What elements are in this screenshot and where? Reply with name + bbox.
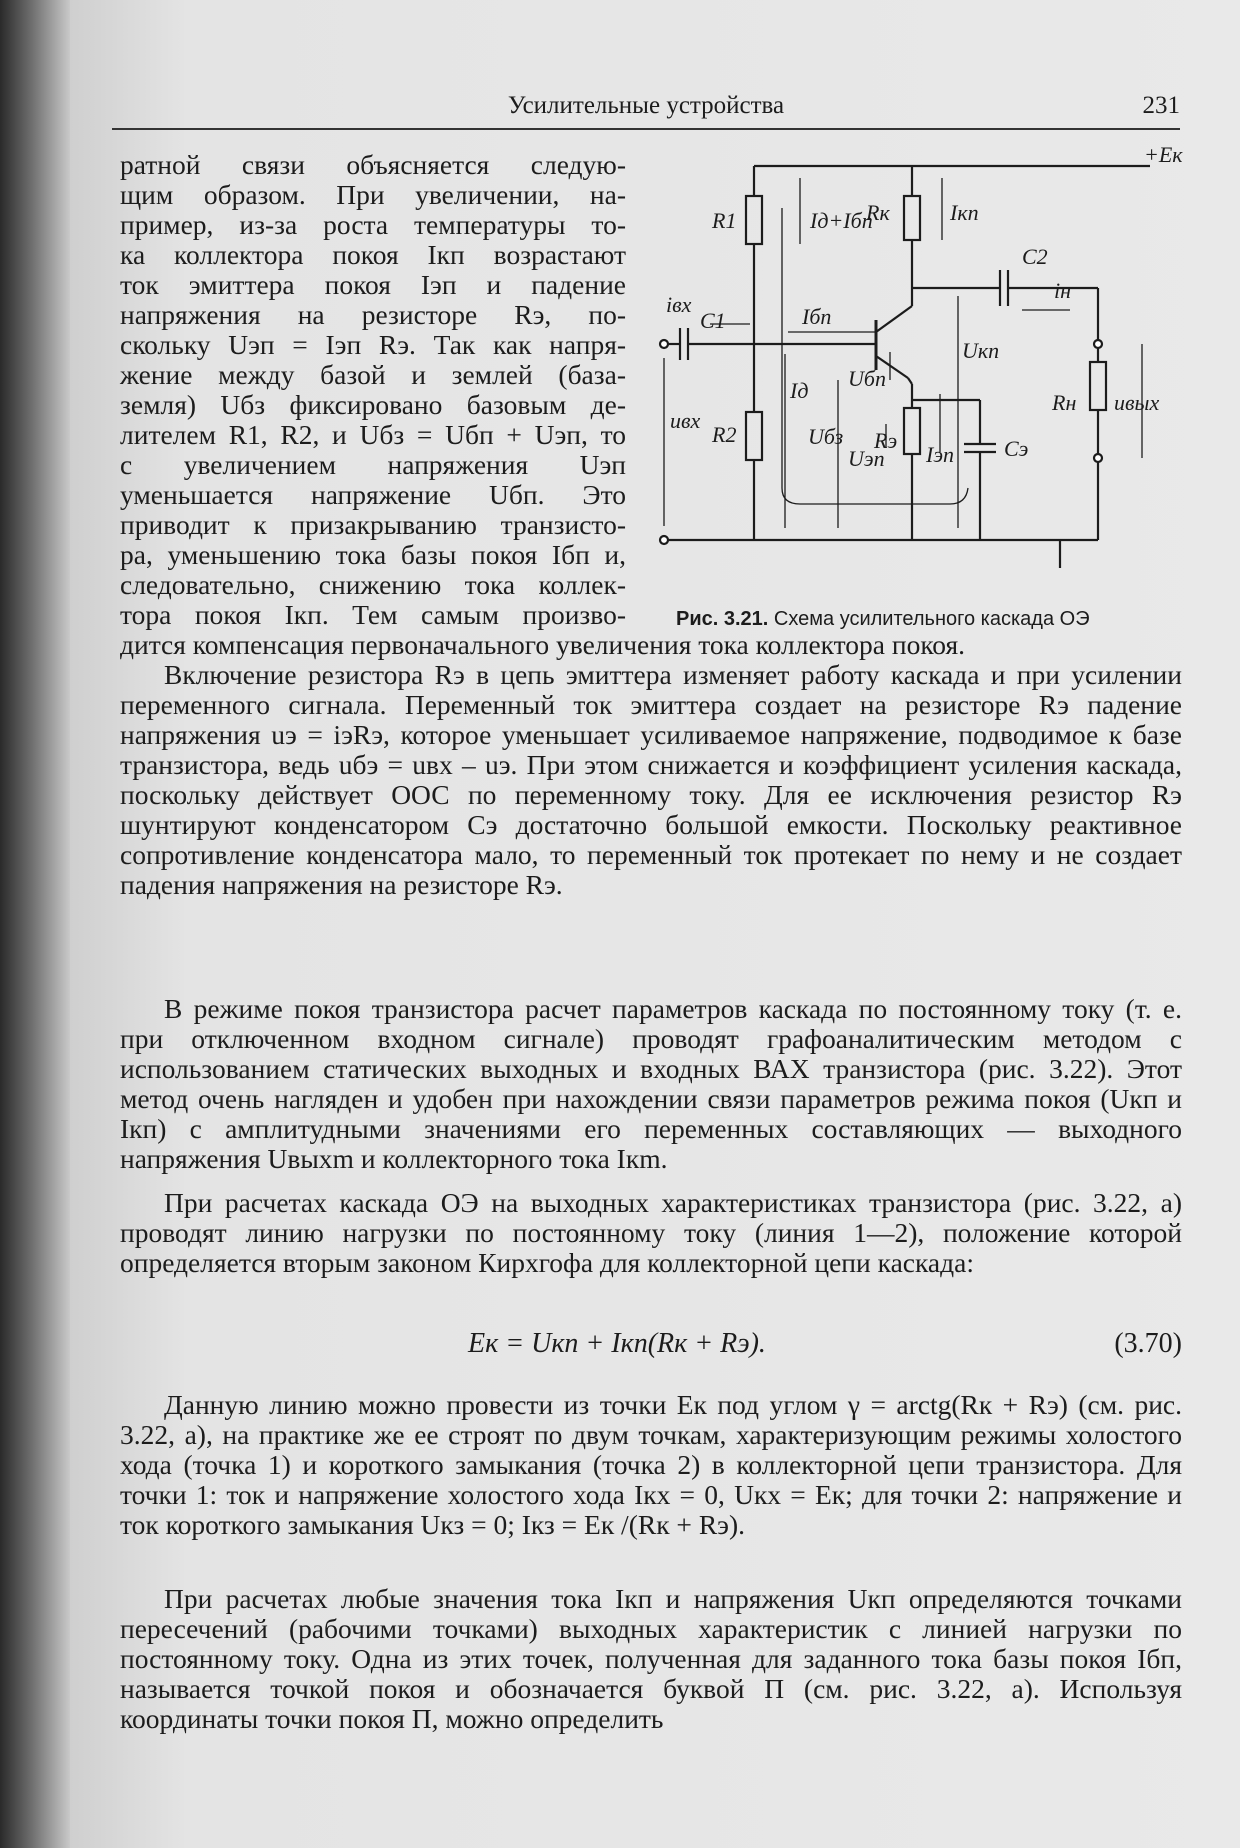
resistor-rn [1090,362,1106,410]
paragraph-2: Включение резистора Rэ в цепь эмиттера изменяет работу каскада и при усилении переменного сигнала. Переменный ток эмиттера создает на резисторе Rэ падение напряжения uэ = iэRэ, которое уменьшает усиливаемое напряжение, подводимое к базе транзистора, ведь uбэ = uвх – uэ. При этом снижается и коэффициент усиления каскада, поскольку действует ООС по переменному току. Для ее исключения резистор Rэ шунтируют конденсатором Cэ достаточно большой емкости. Поскольку реактивное сопротивление конденсатора мало, то переменный ток протекает по нему и не создает падения напряжения на резисторе Rэ. [120,659,1182,900]
text-line: лителем R1, R2, и Uбз = Uбп + Uэп, то [120,419,626,450]
paragraph-5: Данную линию можно провести из точки Eк под углом γ = arctg(Rк + Rэ) (см. рис. 3.22, а), на практике же ее строят по двум точкам, характеризующим режимы холостого хода (точка 1) и короткого замыкания (точка 2) в коллекторной цепи транзистора. Для точки 1: ток и напряжение холостого хода Iкх = 0, Uкх = Eк; для точки 2: напряжение и ток короткого замыкания Uкз = 0; Iкз = Eк /(Rк + Rэ). [120,1389,1182,1540]
label-in: iн [1054,278,1072,303]
label-ibp: Iбп [802,304,832,329]
text-line: напряжения на резисторе Rэ, по- [120,299,626,330]
label-uvx: uвх [670,408,701,433]
label-iep: Iэп [926,442,955,467]
text-line: тора покоя Iкп. Тем самым произво- [120,599,626,630]
text-line: приводит к призакрыванию транзисто- [120,509,626,540]
text-line: жение между базой и землей (база- [120,359,626,390]
paragraph-1-end: дится компенсация первоначального увеличения тока коллектора покоя. [120,629,966,660]
paragraph-4: При расчетах каскада ОЭ на выходных характеристиках транзистора (рис. 3.22, а) проводят линию нагрузки по постоянному току (линия 1—2), положение которой определяется вторым законом Кирхгофа для коллекторной цепи каскада: [120,1187,1182,1278]
caption-text: Схема усилительного каскада ОЭ [773,608,1090,630]
label-uvyx: uвых [1114,390,1160,415]
text-line: земля) Uбз фиксировано базовым де- [120,389,626,420]
label-ivx: iвх [666,292,692,317]
text-line: с увеличением напряжения Uэп [120,449,626,480]
label-ce: Cэ [1004,436,1029,461]
label-r1: R1 [712,208,737,233]
circuit-figure [650,142,1183,548]
narrow-text-column [120,150,626,630]
label-rn: Rн [1052,390,1077,415]
caption-number: Рис. 3.21. [676,608,769,630]
label-rk: Rк [866,200,890,225]
figure-caption [676,608,1176,631]
text-line: ка коллектора покоя Iкп возрастают [120,239,626,270]
text-line: щим образом. При увеличении, на- [120,179,626,210]
label-re: Rэ [874,428,898,453]
text-line: ра, уменьшению тока базы покоя Iбп и, [120,539,626,570]
paragraph-6: При расчетах любые значения тока Iкп и напряжения Uкп определяются точками пересечений (рабочими точками) выходных характеристик с линией нагрузки по постоянному току. Одна из этих точек, полученная для заданного тока базы покоя Iбп, называется точкой покоя и обозначается буквой П (см. рис. 3.22, а). Используя координаты точки покоя П, можно определить [120,1583,1182,1734]
text-line: пример, из-за роста температуры то- [120,209,626,240]
equation-number: (3.70) [1114,1328,1182,1359]
book-gutter-shadow [0,0,70,1848]
label-ukp: Uкп [962,338,1000,363]
ce-amplifier-schematic [650,142,1183,548]
page-number: 231 [1142,92,1180,119]
label-ikp: Iкп [950,200,979,225]
equation-text: Eк = Uкп + Iкп(Rк + Rэ). [468,1328,766,1359]
label-ub3: Uбз [808,424,844,449]
text-line: следовательно, снижению тока коллек- [120,569,626,600]
equation-3-70 [120,1328,1182,1362]
label-c2: C2 [1022,244,1048,269]
resistor-r2 [746,412,762,460]
resistor-rk [904,196,920,240]
label-supply: +Eк [1144,142,1183,167]
label-uep: Uэп [848,446,885,471]
page-header [112,90,1180,130]
label-id-ibp: Iд+Iбп [810,208,873,233]
resistor-r1 [746,196,762,244]
running-title: Усилительные устройства [507,92,785,119]
paragraph-3: В режиме покоя транзистора расчет параметров каскада по постоянному току (т. е. при отключенном входном сигнале) проводят графоаналитическим методом с использованием статических выходных и входных ВАХ транзистора (рис. 3.22). Этот метод очень нагляден и удобен при нахождении связи параметров режима покоя (Uкп и Iкп) с амплитудными значениями его переменных составляющих — выходного напряжения Uвыхm и коллекторного тока Iкm. [120,993,1182,1174]
resistor-re [904,408,920,454]
text-line: ратной связи объясняется следую- [120,149,626,180]
label-c1: C1 [700,308,726,333]
text-line: уменьшается напряжение Uбп. Это [120,479,626,510]
label-ubp: Uбп [848,366,886,391]
label-r2: R2 [712,422,737,447]
text-line: скольку Uэп = Iэп Rэ. Так как напря- [120,329,626,360]
text-line: ток эмиттера покоя Iэп и падение [120,269,626,300]
label-id: Iд [790,378,809,403]
